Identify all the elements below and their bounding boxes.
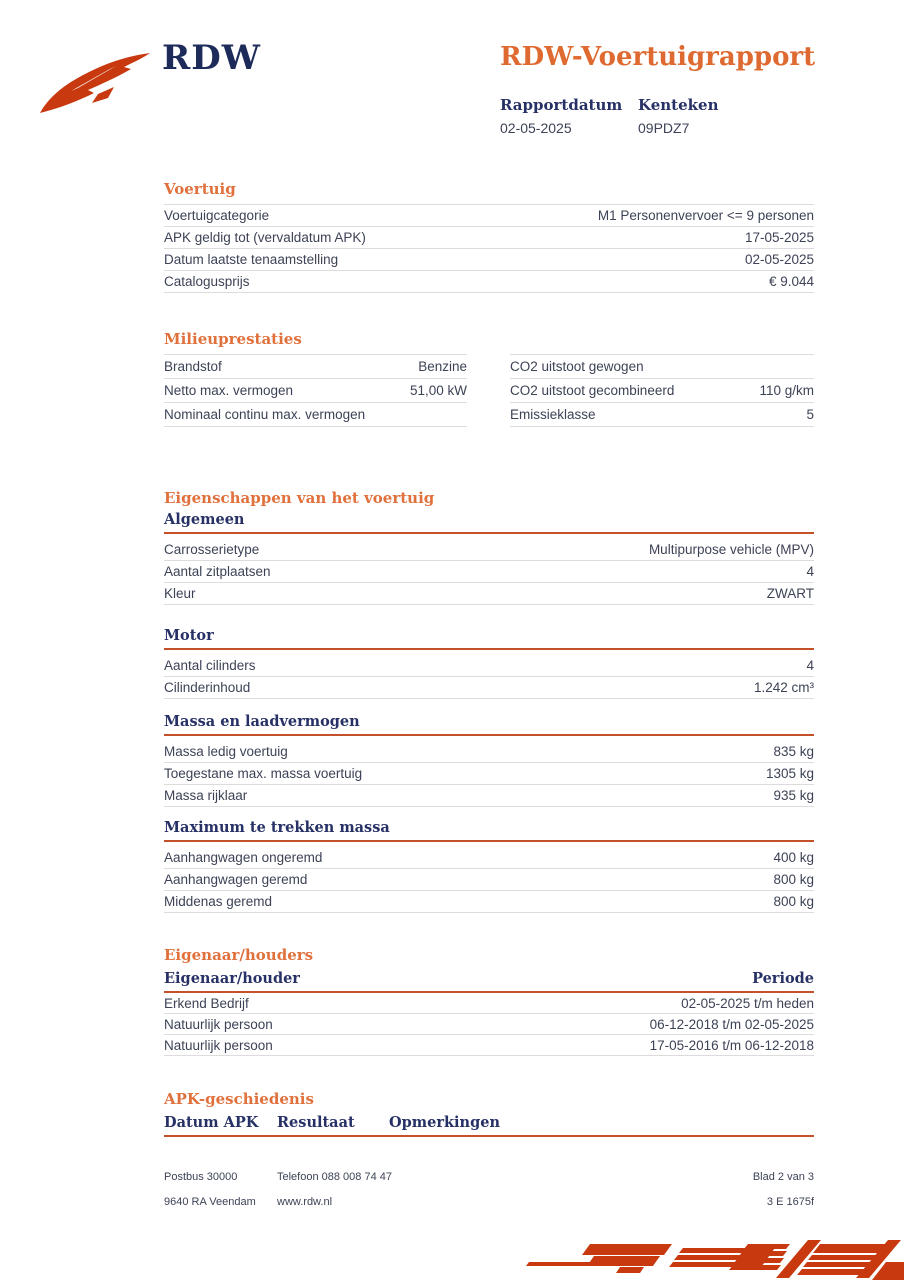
apk-date-col-header: Datum APK [164, 1114, 259, 1131]
subsection-trekken-massa [164, 819, 814, 913]
table-row: Aantal cilinders 4 [164, 655, 814, 677]
section-eigenschappen [164, 489, 814, 507]
section-voertuig [164, 180, 814, 293]
apk-remarks-col-header: Opmerkingen [389, 1114, 500, 1131]
report-date-value: 02-05-2025 [500, 120, 572, 136]
footer-address-2: 9640 RA Veendam [164, 1196, 256, 1208]
footer-phone: Telefoon 088 008 74 47 [277, 1171, 392, 1183]
table-row: Datum laatste tenaamstelling 02-05-2025 [164, 249, 814, 271]
license-plate-label: Kenteken [638, 96, 719, 114]
report-date-label: Rapportdatum [500, 96, 623, 114]
apk-result-col-header: Resultaat [277, 1114, 355, 1131]
table-row: Natuurlijk persoon 17-05-2016 t/m 06-12-2018 [164, 1035, 814, 1056]
subsection-heading: Motor [164, 627, 814, 650]
owner-table-header [164, 970, 814, 993]
section-heading: Milieuprestaties [164, 330, 302, 348]
table-row: Massa ledig voertuig 835 kg [164, 741, 814, 763]
table-row: Carrosserietype Multipurpose vehicle (MPV) [164, 539, 814, 561]
rdw-wordmark: RDW [162, 38, 261, 78]
section-eigenaar-houders [164, 946, 814, 1056]
period-col-header: Periode [752, 970, 814, 987]
subsection-heading: Maximum te trekken massa [164, 819, 814, 842]
footer-address-1: Postbus 30000 [164, 1171, 238, 1183]
rdw-stripes-decoration-icon [520, 1236, 904, 1280]
table-row: Erkend Bedrijf 02-05-2025 t/m heden [164, 993, 814, 1014]
report-date-block [500, 96, 622, 136]
license-plate-block [638, 96, 718, 136]
footer-line-1 [164, 1171, 814, 1183]
subsection-massa [164, 713, 814, 807]
owner-col-header: Eigenaar/houder [164, 970, 300, 987]
table-row: APK geldig tot (vervaldatum APK) 17-05-2025 [164, 227, 814, 249]
section-milieuprestaties [164, 330, 814, 427]
table-row: Nominaal continu max. vermogen [164, 403, 467, 427]
section-heading: Eigenaar/houders [164, 946, 314, 964]
table-row: CO2 uitstoot gewogen [510, 355, 814, 379]
footer-line-2 [164, 1196, 814, 1208]
table-row: Natuurlijk persoon 06-12-2018 t/m 02-05-2025 [164, 1014, 814, 1035]
section-apk-geschiedenis [164, 1090, 814, 1137]
subsection-heading: Algemeen [164, 511, 814, 534]
footer-page-indicator: Blad 2 van 3 [752, 1171, 814, 1183]
table-row: Aanhangwagen ongeremd 400 kg [164, 847, 814, 869]
table-row: Massa rijklaar 935 kg [164, 785, 814, 807]
table-row: Aanhangwagen geremd 800 kg [164, 869, 814, 891]
table-row: Netto max. vermogen 51,00 kW [164, 379, 467, 403]
license-plate-value: 09PDZ7 [638, 120, 690, 136]
subsection-motor [164, 627, 814, 699]
rdw-logo-icon [38, 50, 154, 118]
section-heading: Eigenschappen van het voertuig [164, 489, 435, 507]
table-row: Middenas geremd 800 kg [164, 891, 814, 913]
table-row: Catalogusprijs € 9.044 [164, 271, 814, 293]
table-row: Kleur ZWART [164, 583, 814, 605]
table-row: Aantal zitplaatsen 4 [164, 561, 814, 583]
table-row: CO2 uitstoot gecombineerd 110 g/km [510, 379, 814, 403]
table-row: Brandstof Benzine [164, 355, 467, 379]
apk-table-header [164, 1114, 814, 1137]
footer-website: www.rdw.nl [277, 1196, 333, 1208]
table-row: Voertuigcategorie M1 Personenvervoer <= 9 personen [164, 205, 814, 227]
footer-form-code: 3 E 1675f [766, 1196, 814, 1208]
subsection-algemeen [164, 511, 814, 605]
section-heading: APK-geschiedenis [164, 1090, 314, 1108]
table-row: Cilinderinhoud 1.242 cm³ [164, 677, 814, 699]
table-row: Toegestane max. massa voertuig 1305 kg [164, 763, 814, 785]
page-title: RDW-Voertuigrapport [500, 42, 816, 72]
section-heading: Voertuig [164, 180, 236, 198]
subsection-heading: Massa en laadvermogen [164, 713, 814, 736]
table-row: Emissieklasse 5 [510, 403, 814, 427]
